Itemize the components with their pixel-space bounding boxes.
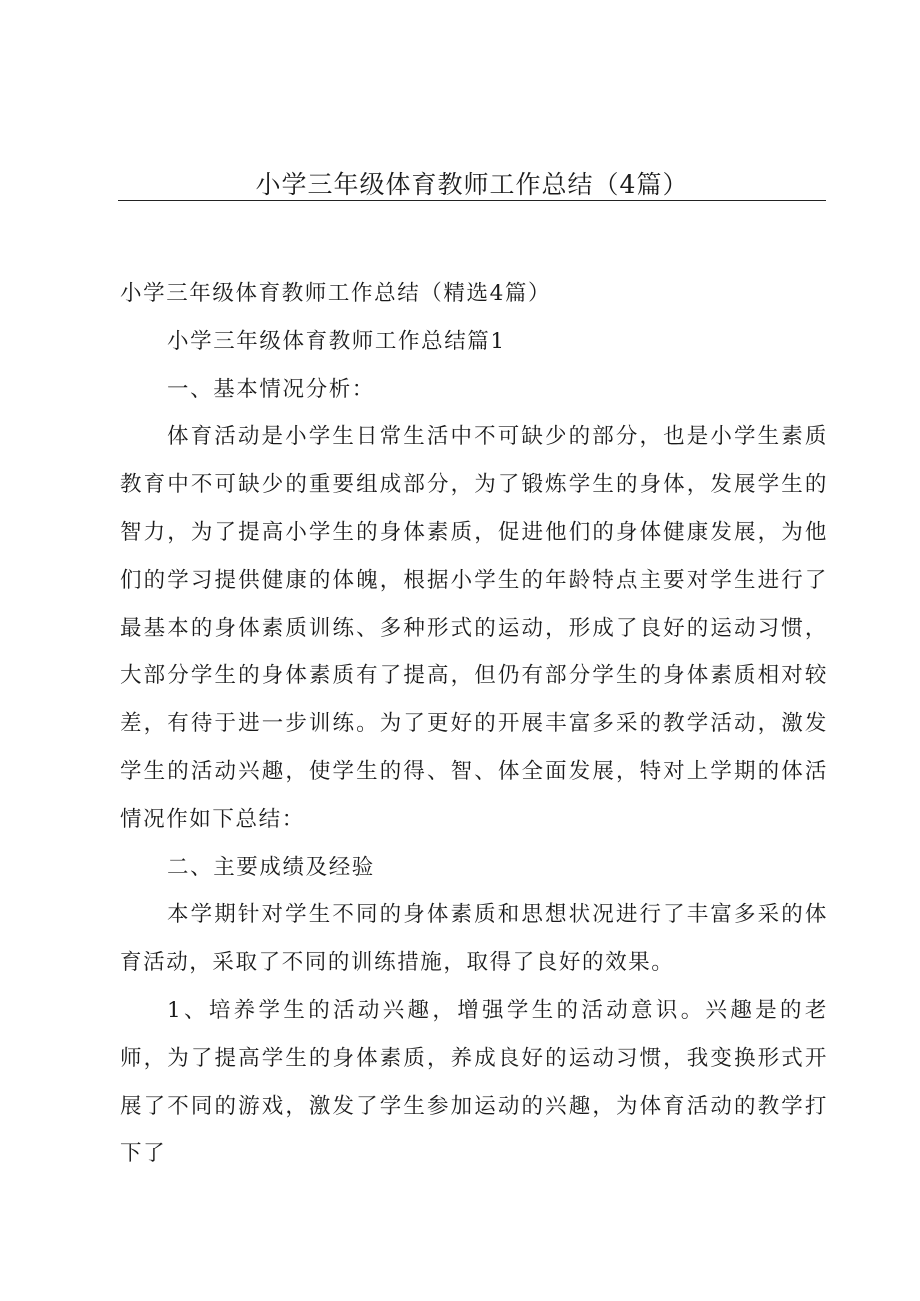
part2-heading: 二、主要成绩及经验 — [167, 854, 375, 880]
document-title: 小学三年级体育教师工作总结（4篇） — [255, 170, 689, 199]
part1-paragraph: 体育活动是小学生日常生活中不可缺少的部分，也是小学生素质教育中不可缺少的重要组成部分，为了锻炼学生的身体，发展学生的智力，为了提高小学生的身体素质，促进他们的身体健康发展，为他们的学习提供健康的体魄，根据小学生的年龄特点主要对学生进行了最基本的身体素质训练、多种形式的运动，形成了良好的运动习惯，大部分学生的身体素质有了提高，但仍有部分学生的身体素质相对较差，有待于进一步训练。为了更好的开展丰富多采的教学活动，激发学生的活动兴趣，使学生的得、智、体全面发展，特对上学期的体活情况作如下总结： — [120, 424, 828, 832]
title-underline — [118, 200, 826, 201]
section-heading: 小学三年级体育教师工作总结篇1 — [167, 328, 506, 354]
part2-paragraph: 本学期针对学生不同的身体素质和思想状况进行了丰富多采的体育活动，采取了不同的训练措施，取得了良好的效果。 — [120, 902, 828, 976]
part1-heading: 一、基本情况分析： — [167, 376, 375, 402]
item1-paragraph: 1、培养学生的活动兴趣，增强学生的活动意识。兴趣是的老师，为了提高学生的身体素质，养成良好的运动习惯，我变换形式开展了不同的游戏，激发了学生参加运动的兴趣，为体育活动的教学打下了 — [120, 997, 828, 1167]
document-subtitle: 小学三年级体育教师工作总结（精选4篇） — [120, 281, 552, 306]
document-body — [120, 270, 828, 1178]
